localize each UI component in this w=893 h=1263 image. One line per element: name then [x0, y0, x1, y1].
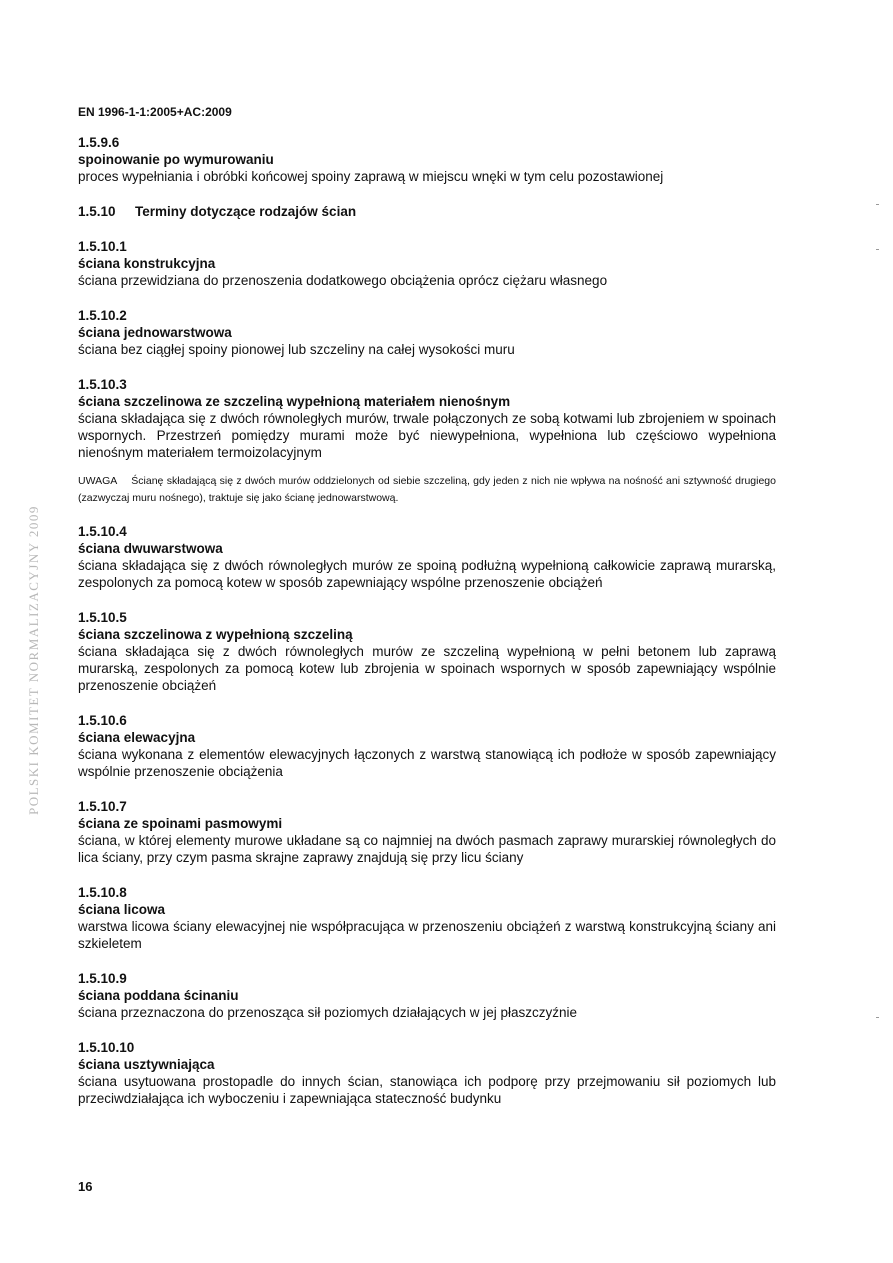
term-1-5-10-1	[78, 238, 776, 289]
term-definition: ściana przewidziana do przenoszenia dodatkowego obciążenia oprócz ciężaru własnego	[78, 273, 608, 288]
section-title: Terminy dotyczące rodzajów ścian	[135, 204, 357, 219]
term-definition: ściana składająca się z dwóch równoległych murów ze spoiną podłużną wypełnioną całkowicie zaprawą murarską, zespolonych za pomocą kotew w sposób zapewniający wspólne przenoszenie obciążeń	[78, 558, 776, 590]
section-number: 1.5.10	[78, 204, 116, 219]
watermark: POLSKI KOMITET NORMALIZACYJNY 2009	[26, 505, 41, 815]
term-definition: ściana wykonana z elementów elewacyjnych łączonych z warstwą stanowiącą ich podłoże w sposób zapewniający wspólnie przenoszenie obciążenia	[78, 747, 776, 779]
term-1-5-10-5	[78, 609, 776, 694]
term-1-5-10-9	[78, 970, 776, 1021]
term-title: ściana jednowarstwowa	[78, 325, 232, 340]
term-1-5-9-6	[78, 134, 776, 185]
term-1-5-10-10	[78, 1039, 776, 1107]
term-title: ściana poddana ścinaniu	[78, 988, 239, 1003]
term-definition: proces wypełniania i obróbki końcowej spoiny zaprawą w miejscu wnęki w tym celu pozostawionej	[78, 169, 664, 184]
term-definition: warstwa licowa ściany elewacyjnej nie współpracująca w przenoszeniu obciążeń z warstwą konstrukcyjną ściany ani szkieletem	[78, 919, 776, 951]
term-1-5-10-3	[78, 376, 776, 507]
terms-content	[78, 134, 776, 1107]
term-1-5-10-6	[78, 712, 776, 780]
note-label: UWAGA	[78, 475, 118, 487]
term-number: 1.5.10.7	[78, 799, 127, 814]
term-number: 1.5.10.9	[78, 971, 127, 986]
term-number: 1.5.10.3	[78, 377, 127, 392]
note-text: Ścianę składającą się z dwóch murów oddzielonych od siebie szczeliną, gdy jeden z nich nie wpływa na nośność ani sztywność drugiego (zazwyczaj muru nośnego), traktuje się jako ścianę jednowarstwową.	[78, 475, 776, 504]
term-title: ściana elewacyjna	[78, 730, 196, 745]
term-1-5-10-4	[78, 523, 776, 591]
term-1-5-10-2	[78, 307, 776, 358]
term-definition: ściana przeznaczona do przenosząca sił poziomych działających w jej płaszczyźnie	[78, 1005, 577, 1020]
scan-mark	[876, 1017, 879, 1018]
document-header: EN 1996-1-1:2005+AC:2009	[78, 105, 232, 119]
term-title: ściana dwuwarstwowa	[78, 541, 223, 556]
scan-mark	[876, 204, 879, 205]
term-definition: ściana usytuowana prostopadle do innych ścian, stanowiąca ich podporę przy przejmowaniu sił poziomych lub przeciwdziałająca ich wyboczeniu i zapewniająca stateczność budynku	[78, 1074, 776, 1106]
term-number: 1.5.10.8	[78, 885, 127, 900]
section-heading-1-5-10	[78, 203, 776, 220]
term-definition: ściana, w której elementy murowe układane są co najmniej na dwóch pasmach zaprawy murarskiej równoległych do lica ściany, przy czym pasma skrajne zaprawy znajdują się przy licu ściany	[78, 833, 776, 865]
term-number: 1.5.10.2	[78, 308, 127, 323]
term-number: 1.5.10.5	[78, 610, 127, 625]
term-title: ściana ze spoinami pasmowymi	[78, 816, 283, 831]
term-definition: ściana składająca się z dwóch równoległych murów ze szczeliną wypełnioną w pełni betonem lub zaprawą murarską, zespolonych za pomocą kotew lub zbrojenia w spoinach wspornych w sposób zapewniający wspólnie przenoszenie obciążeń	[78, 644, 776, 693]
scan-mark	[876, 249, 879, 250]
term-1-5-10-7	[78, 798, 776, 866]
page-number: 16	[78, 1179, 93, 1194]
term-definition: ściana bez ciągłej spoiny pionowej lub szczeliny na całej wysokości muru	[78, 342, 515, 357]
term-title: ściana szczelinowa z wypełnioną szczeliną	[78, 627, 353, 642]
term-number: 1.5.10.10	[78, 1040, 135, 1055]
term-1-5-10-8	[78, 884, 776, 952]
term-number: 1.5.10.6	[78, 713, 127, 728]
term-number: 1.5.10.4	[78, 524, 127, 539]
term-number: 1.5.9.6	[78, 135, 120, 150]
term-note	[78, 473, 776, 507]
term-title: ściana konstrukcyjna	[78, 256, 216, 271]
term-definition: ściana składająca się z dwóch równoległych murów, trwale połączonych ze sobą kotwami lub zbrojeniem w spoinach wspornych. Przestrzeń pomiędzy murami może być niewypełniona, wypełniona lub częściowo wypełniona nienośnym materiałem termoizolacyjnym	[78, 411, 776, 460]
term-number: 1.5.10.1	[78, 239, 127, 254]
term-title: ściana licowa	[78, 902, 166, 917]
term-title: ściana szczelinowa ze szczeliną wypełnioną materiałem nienośnym	[78, 394, 511, 409]
term-title: ściana usztywniająca	[78, 1057, 215, 1072]
term-title: spoinowanie po wymurowaniu	[78, 152, 274, 167]
